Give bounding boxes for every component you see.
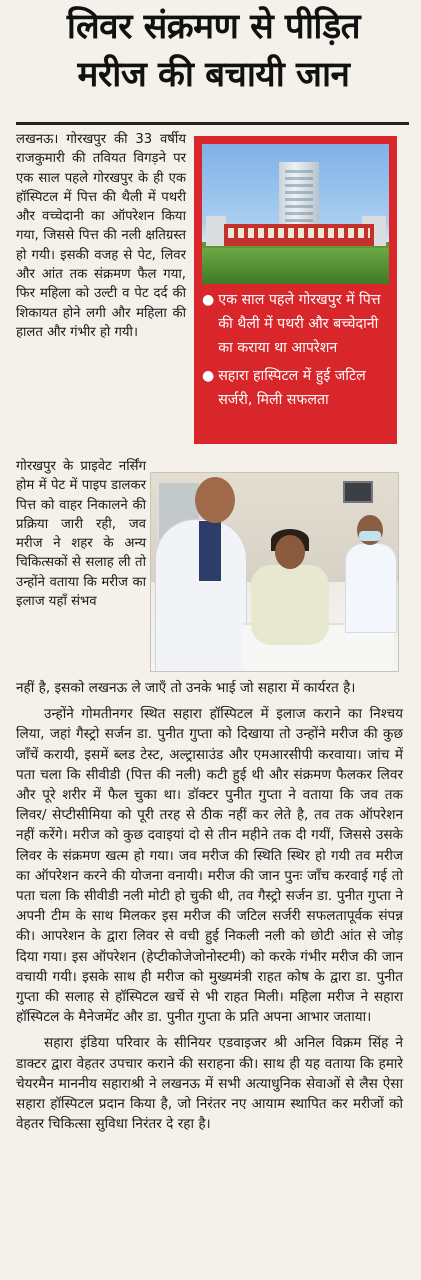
distant-building <box>206 216 226 246</box>
highlight-bullet <box>202 288 389 360</box>
second-column <box>16 457 146 611</box>
continuation-line: नहीं है, इसको लखनऊ ले जाएँ तो उनके भाई जो सहारा में कार्यरत है। <box>16 680 356 696</box>
patient-figure <box>251 565 329 645</box>
bullet-dot-icon: ● <box>202 292 215 308</box>
doctor-head <box>195 477 235 523</box>
intro-paragraph: लखनऊ। गोरखपुर की 33 वर्षीय राजकुमारी की तवियत विगड़ने पर एक साल पहले गोरखपुर के ही एक हॉस्पिटल में पित्त की थैली में पथरी और वच्चेदानी का ऑपरेशन किया गया, जिससे पित्त की नली क्षतिग्रस्त हो गयी। इसकी वजह से पेट, लिवर और आंत तक संक्रमण फैल गया, फिर महिला को उल्टी व पेट दर्द की शिकायत होने लगी और महिला की हालत और गंभीर हो गयी। <box>16 132 186 340</box>
headline-line-2: मरीज की बचायी जान <box>77 55 350 95</box>
second-paragraph: गोरखपुर के प्राइवेट नर्सिंग होम में पेट में पाइप डालकर पित्त को वाहर निकालने की प्रक्रिया जारी रही, जव मरीज ने शहर के अन्य चिकित्सकों से सलाह ली तो उन्होंने वताया कि मरीज का इलाज यहाँ संभव <box>16 459 146 610</box>
headline <box>16 4 411 98</box>
nurse-mask <box>359 531 381 541</box>
highlight-bullet <box>202 364 389 412</box>
doctor-shirt <box>199 521 221 581</box>
body-paragraph: सहारा इंडिया परिवार के सीनियर एडवाइजर श्री अनिल विक्रम सिंह ने डाक्टर द्वारा वेहतर उपचार कराने की सराहना की। साथ ही यह वताया कि हमारे चेयरमैन माननीय सहाराश्री ने लखनऊ में सभी अत्याधुनिक सेवाओं से लैस ऐसा सहारा हॉस्पिटल प्रदान किया है, जो निरंतर नए आयाम स्थापित कर मरीजों को वेहतर चिकित्सा सुविधा निरंतर दे रहा है। <box>16 1035 403 1133</box>
doctor-patient-photo <box>150 472 399 672</box>
article-body <box>16 678 403 1134</box>
bullet-dot-icon: ● <box>202 368 215 384</box>
nurse-figure <box>345 543 397 633</box>
patient-head <box>275 535 305 569</box>
headline-divider <box>16 122 409 125</box>
hospital-entrance-wing <box>224 224 374 246</box>
body-paragraph: उन्होंने गोमतीनगर स्थित सहारा हॉस्पिटल में इलाज कराने का निश्चय लिया, जहां गैस्ट्रो सर्जन डा. पुनीत गुप्ता को दिखाया तो उन्होंने मरीज की कुछ जाँचें करायी, इसमें ब्लड टेस्ट, अल्ट्रासाउंड और एमआरसीपी करवाया। जांच में पता चला कि सीवीडी (पित्त की नली) कटी हुई थी और संक्रमण फैलकर लिवर और पूरे शरीर में फैल चुका था। डॉक्टर पुनीत गुप्ता ने वताया कि जव तक लिवर/ सेप्टीसीमिया को पूरी तरह से ठीक नहीं कर लेते है, तव तक ऑपरेशन नहीं करेंगे। मरीज को कुछ दवाइयां दो से तीन महीने तक दी गयीं, जिससे उसके लिवर के संक्रमण खत्म हो गया। जव मरीज की स्थिति स्थिर हो गयी तव मरीज का ऑपरेशन करने की योजना वनायी। मरीज की जान पुनः जाँच करवाई गई तो पता चला कि सीवीडी नली मोटी हो चुकी थी, तव गैस्ट्रो सर्जन डा. पुनीत गुप्ता ने अपनी टीम के साथ मिलकर इस मरीज की जटिल सर्जरी सफलतापूर्वक संपन्न की। आपरेशन के द्वारा लिवर से वची हुई निकली नली को छोटी आंत से जोड़ दिया गया। इस ऑपरेशन (हेप्टीकोजेजोनोस्टमी) को करके गंभीर मरीज की जान वचायी गयी। इसके साथ ही मरीज को मुख्यमंत्री राहत कोष के द्वारा डा. पुनीत गुप्ता की सलाह से हॉस्पिटल खर्चे से भी राहत मिली। महिला मरीज ने सहारा हॉस्पिटल के मैनेजमेंट और डा. पुनीत गुप्ता के प्रति अपना आभार जताया। <box>16 706 404 1026</box>
highlight-bullets <box>202 288 389 412</box>
hospital-lawn <box>202 248 389 284</box>
intro-column <box>16 130 186 342</box>
highlight-bullet-text: एक साल पहले गोरखपुर में पित्त की थैली में पथरी और बच्चेदानी का कराया था आपरेशन <box>218 292 381 356</box>
headline-line-1: लिवर संक्रमण से पीड़ित <box>66 7 361 47</box>
hospital-building-photo <box>202 144 389 284</box>
highlight-bullet-text: सहारा हास्पिटल में हुई जटिल सर्जरी, मिली सफलता <box>218 368 366 408</box>
highlight-box <box>194 136 397 444</box>
room-monitor <box>343 481 373 503</box>
